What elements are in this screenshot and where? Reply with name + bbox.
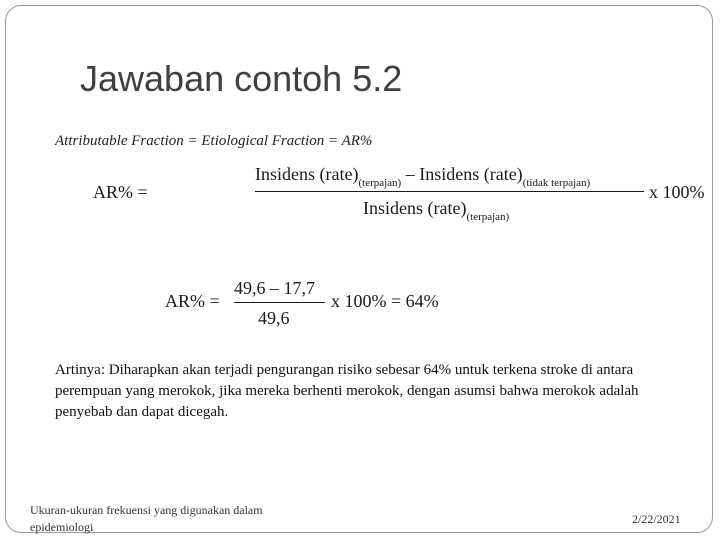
example-numerator: 49,6 – 17,7 bbox=[234, 278, 315, 298]
slide-title: Jawaban contoh 5.2 bbox=[80, 58, 403, 99]
numerator-subscript-1: (terpajan) bbox=[358, 177, 402, 189]
example-lhs: AR% = bbox=[165, 291, 220, 311]
example-formula bbox=[165, 275, 465, 335]
numerator-term-1: Insidens (rate) bbox=[255, 164, 359, 184]
minus-sign: – bbox=[401, 164, 420, 184]
example-fraction-bar bbox=[234, 302, 325, 303]
general-formula bbox=[93, 160, 705, 230]
formula-subtitle: Attributable Fraction = Etiological Fraction = AR% bbox=[55, 133, 373, 149]
formula-multiplier: x 100% bbox=[649, 182, 705, 202]
example-result: x 100% = 64% bbox=[331, 291, 439, 311]
denominator-term: Insidens (rate) bbox=[363, 198, 467, 218]
explanation-text: Artinya: Diharapkan akan terjadi pengurangan risiko sebesar 64% untuk terkena stroke di antara perempuan yang merokok, jika mereka berhenti merokok, dengan asumsi bahwa merokok adalah penyebab dan dapat dicegah. bbox=[55, 362, 639, 420]
numerator-term-2: Insidens (rate) bbox=[419, 164, 523, 184]
footer-caption: Ukuran-ukuran frekuensi yang digunakan dalam epidemiologi bbox=[30, 503, 263, 534]
footer-date: 2/22/2021 bbox=[632, 512, 681, 526]
formula-numerator bbox=[255, 164, 591, 189]
example-denominator: 49,6 bbox=[258, 308, 290, 328]
formula-denominator bbox=[363, 198, 510, 223]
numerator-subscript-2: (tidak terpajan) bbox=[522, 177, 591, 189]
formula-lhs: AR% = bbox=[93, 182, 148, 202]
denominator-subscript: (terpajan) bbox=[466, 211, 510, 223]
fraction-bar bbox=[255, 191, 644, 192]
